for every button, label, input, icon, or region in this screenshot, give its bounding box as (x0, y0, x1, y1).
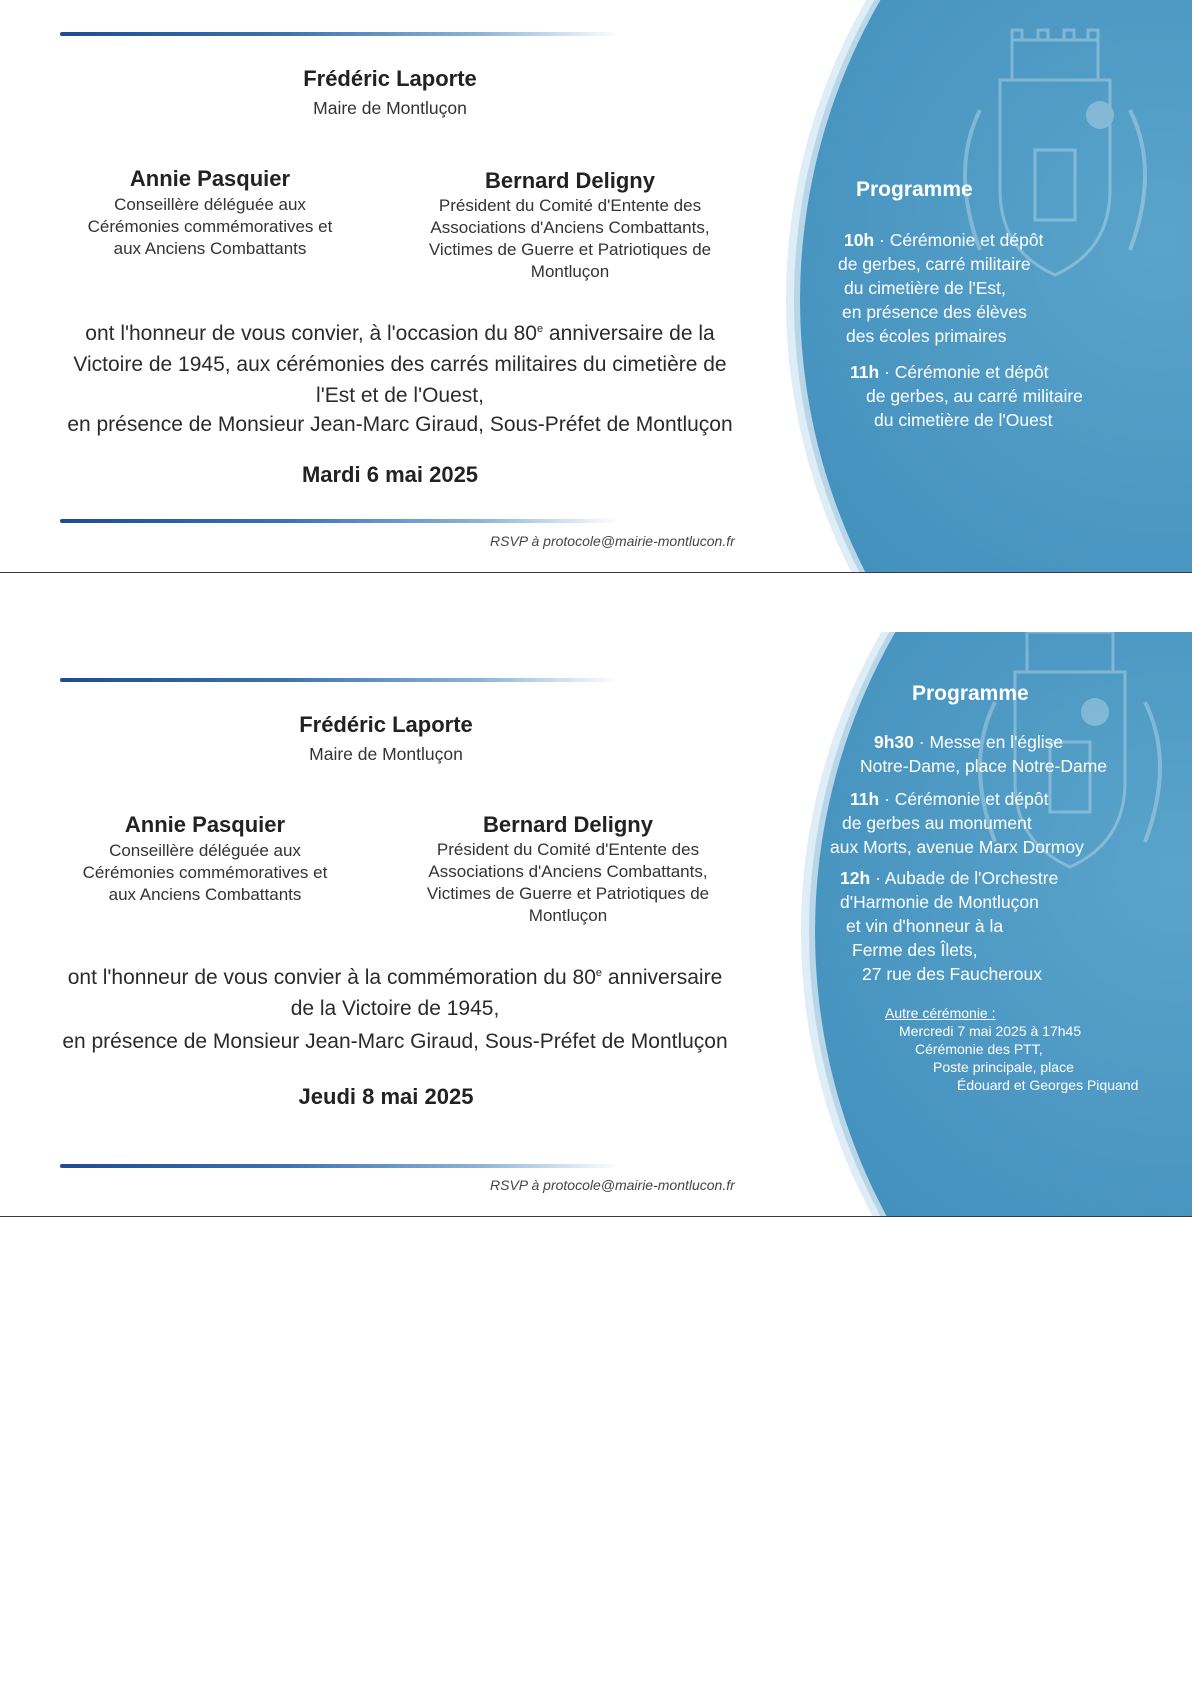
programme-text: 27 rue des Faucheroux (862, 964, 1042, 984)
programme-item-line (874, 730, 1107, 754)
president-role-line: Président du Comité d'Entente des (436, 840, 700, 859)
mayor-name: Frédéric Laporte (299, 712, 473, 737)
invitation-card-may-8 (0, 632, 1192, 1217)
programme-time: 10h (844, 230, 875, 250)
president-role-line: Montluçon (528, 906, 608, 925)
bottom-decorative-rule (60, 519, 620, 523)
programme-time: 9h30 (874, 732, 914, 752)
invitation-line-3: l'Est et de l'Ouest, (316, 384, 484, 407)
programme-item-line (850, 360, 1083, 384)
invitation-text (20, 314, 780, 411)
councillor-name: Annie Pasquier (124, 812, 286, 837)
programme-text: des écoles primaires (846, 326, 1007, 346)
president-role-line: Président du Comité d'Entente des (438, 196, 702, 215)
councillor-role-line: Cérémonies commémoratives et (87, 217, 333, 236)
other-ceremony-line: Poste principale, place (933, 1059, 1074, 1075)
invitation-line-2: de la Victoire de 1945, (290, 997, 500, 1020)
event-date: Jeudi 8 mai 2025 (298, 1084, 474, 1109)
programme-text: du cimetière de l'Ouest (874, 410, 1053, 430)
programme-title: Programme (856, 178, 973, 201)
programme-text: · Aubade de l'Orchestre (870, 868, 1059, 888)
programme-text: de gerbes, au carré militaire (866, 386, 1083, 406)
presence-text: en présence de Monsieur Jean-Marc Giraud, Sous-Préfet de Montluçon (67, 413, 733, 436)
invitation-text-a: ont l'honneur de vous convier, à l'occasion du 80 (85, 322, 537, 345)
president-role-line: Associations d'Anciens Combattants, (428, 862, 708, 881)
president-role-line: Victimes de Guerre et Patriotiques de (426, 884, 710, 903)
councillor-role-line: Conseillère déléguée aux (109, 841, 301, 860)
mayor-title: Maire de Montluçon (313, 98, 467, 118)
programme-text: · Cérémonie et dépôt (879, 362, 1049, 382)
programme-time: 11h (850, 362, 880, 382)
councillor-role-line: Conseillère déléguée aux (114, 195, 306, 214)
other-ceremony (885, 1004, 1138, 1094)
president-name: Bernard Deligny (485, 168, 655, 193)
president-name: Bernard Deligny (483, 812, 653, 837)
presence-text: en présence de Monsieur Jean-Marc Giraud, Sous-Préfet de Montluçon (62, 1030, 728, 1053)
programme-item-11h (830, 787, 1084, 859)
rsvp-email: RSVP à protocole@mairie-montlucon.fr (490, 533, 735, 549)
programme-time: 11h (850, 789, 880, 809)
programme-item-12h (840, 866, 1058, 986)
councillor-name: Annie Pasquier (129, 166, 291, 191)
rsvp-email: RSVP à protocole@mairie-montlucon.fr (490, 1177, 735, 1193)
mayor-name: Frédéric Laporte (303, 66, 477, 91)
invitation-card-may-6 (0, 0, 1192, 573)
president-role (398, 839, 738, 927)
programme-item-line (840, 866, 1058, 890)
president-role-line: Victimes de Guerre et Patriotiques de (428, 240, 712, 259)
programme-time: 12h (840, 868, 871, 888)
councillor-role (35, 840, 375, 906)
president-role (400, 195, 740, 283)
programme-item-9h30 (860, 730, 1107, 778)
other-ceremony-line: Cérémonie des PTT, (915, 1041, 1043, 1057)
councillor-role-line: Cérémonies commémoratives et (82, 863, 328, 882)
programme-text: d'Harmonie de Montluçon (840, 892, 1039, 912)
programme-text: · Cérémonie et dépôt (874, 230, 1044, 250)
invitation-text-b: anniversaire de la (543, 322, 715, 345)
programme-title: Programme (912, 682, 1029, 705)
event-date: Mardi 6 mai 2025 (301, 462, 479, 487)
top-decorative-rule (60, 32, 620, 36)
invitation-line-1 (20, 314, 780, 349)
programme-text: de gerbes, carré militaire (838, 254, 1031, 274)
invitation-text-a: ont l'honneur de vous convier à la commémoration du 80 (67, 966, 596, 989)
programme-text: Ferme des Îlets, (852, 940, 978, 960)
president-role-line: Montluçon (530, 262, 610, 281)
ordinal-superscript: e (595, 967, 603, 979)
programme-text: du cimetière de l'Est, (844, 278, 1006, 298)
other-ceremony-line: Édouard et Georges Piquand (957, 1077, 1139, 1093)
invitation-line-1 (20, 958, 770, 993)
president-role-line: Associations d'Anciens Combattants, (430, 218, 710, 237)
invitation-text-b: anniversaire (602, 966, 723, 989)
programme-text: de gerbes au monument (842, 813, 1032, 833)
bottom-decorative-rule (60, 1164, 620, 1168)
invitation-text (20, 958, 770, 1024)
programme-item-line (850, 787, 1084, 811)
programme-item-line (844, 228, 1043, 252)
invitation-line-2: Victoire de 1945, aux cérémonies des carrés militaires du cimetière de (73, 353, 727, 376)
programme-text: en présence des élèves (842, 302, 1027, 322)
programme-text: · Cérémonie et dépôt (879, 789, 1049, 809)
programme-text: Notre-Dame, place Notre-Dame (860, 756, 1108, 776)
councillor-role-line: aux Anciens Combattants (108, 885, 302, 904)
programme-text: · Messe en l'église (913, 732, 1064, 752)
councillor-role-line: aux Anciens Combattants (113, 239, 307, 258)
programme-text: aux Morts, avenue Marx Dormoy (830, 837, 1084, 857)
programme-item-11h (850, 360, 1083, 432)
programme-text: et vin d'honneur à la (846, 916, 1004, 936)
other-ceremony-title: Autre cérémonie : (885, 1005, 996, 1021)
programme-item-10h (838, 228, 1044, 348)
ordinal-superscript: e (536, 323, 544, 335)
councillor-role (40, 194, 380, 260)
top-decorative-rule (60, 678, 620, 682)
mayor-title: Maire de Montluçon (309, 744, 463, 764)
other-ceremony-line: Mercredi 7 mai 2025 à 17h45 (899, 1023, 1082, 1039)
